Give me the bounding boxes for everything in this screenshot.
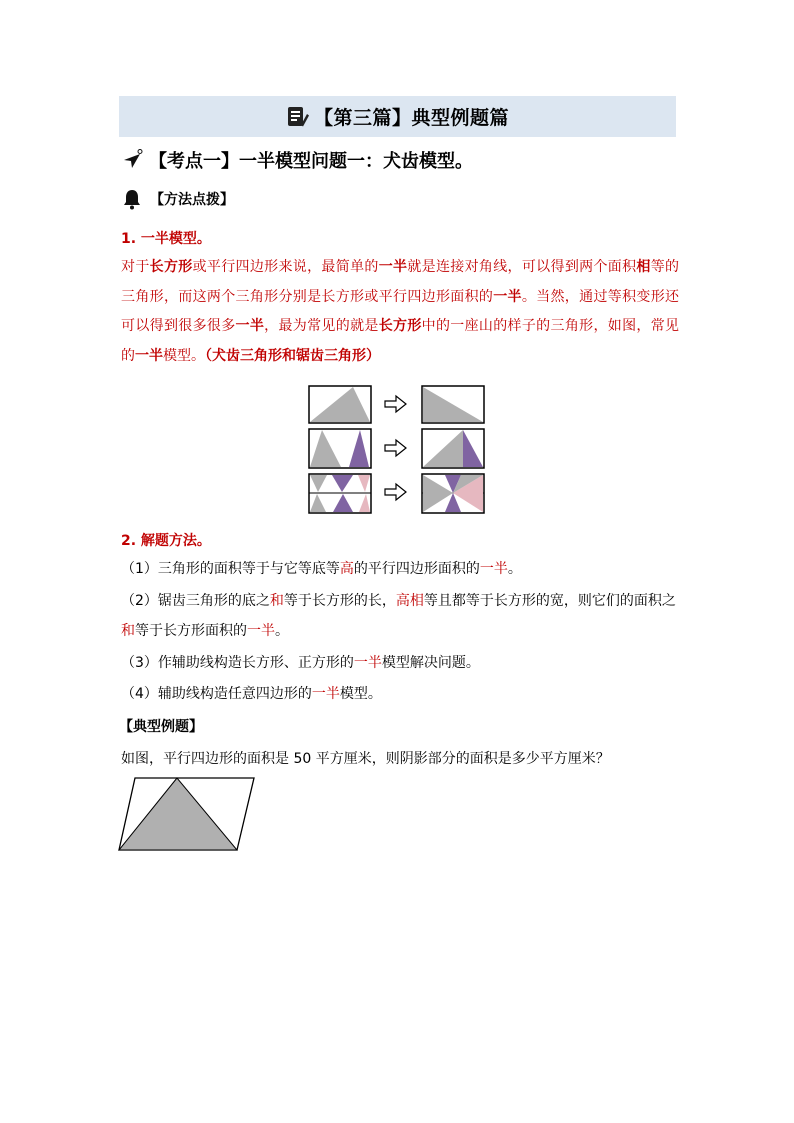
text-run: 长方形 [149, 259, 193, 275]
half-model-figure [305, 382, 490, 517]
section-banner [119, 96, 676, 137]
text-run: 一半 [378, 259, 408, 275]
navigation-arrow-icon [121, 149, 143, 171]
example-heading: 【典型例题】 [119, 719, 203, 735]
method-item-2 [121, 587, 679, 646]
text-run: 一半 [353, 655, 382, 671]
text-run: 对于 [121, 259, 150, 275]
right-arrow-icon [385, 484, 406, 500]
right-arrow-icon [385, 440, 406, 456]
text-run: 。当然，通过等积变形还可以得到很多很多 [121, 288, 680, 334]
method-item-3 [121, 649, 679, 679]
example-question: 如图，平行四边形的面积是 50 平方厘米，则阴影部分的面积是多少平方厘米？ [121, 751, 610, 767]
bell-icon [122, 188, 142, 210]
method-item-4 [121, 680, 679, 710]
text-run: （3）作辅助线构造长方形、正方形的 [121, 655, 354, 671]
note-edit-icon [286, 105, 310, 129]
kaodian-heading [121, 147, 473, 173]
parallelogram-figure [117, 775, 257, 853]
text-run: 和 [269, 593, 284, 609]
text-run: 一半 [311, 686, 340, 702]
text-run: 一半 [235, 318, 265, 334]
text-run: 和 [121, 622, 135, 639]
text-run: 高 [339, 561, 354, 577]
intro-paragraph [121, 253, 679, 371]
banner-title: 【第三篇】典型例题篇 [313, 107, 509, 129]
text-run: 的平行四边形面积的 [353, 561, 480, 577]
text-run: 等且都等于长方形的宽，则它们的面积之 [423, 593, 676, 609]
text-run: 模型。 [163, 347, 205, 364]
method-heading [122, 188, 234, 210]
text-run: （犬齿三角形和锯齿三角形） [205, 347, 380, 364]
text-run: 或平行四边形来说，最简单的 [192, 259, 379, 275]
kaodian-title: 【考点一】一半模型问题一：犬齿模型。 [149, 151, 473, 172]
text-run: （4）辅助线构造任意四边形的 [121, 686, 312, 702]
text-run: 等于长方形面积的 [135, 622, 247, 639]
text-run: 模型。 [339, 686, 382, 702]
section2-heading: 2. 解题方法。 [121, 533, 211, 549]
text-run: 等于长方形的长， [283, 593, 396, 609]
method-item-1 [121, 555, 679, 585]
text-run: （1）三角形的面积等于与它等底等 [121, 561, 340, 577]
text-run: 就是连接对角线，可以得到两个面积 [407, 259, 637, 275]
text-run: 一半 [135, 347, 163, 364]
text-run: 。 [275, 622, 289, 639]
text-run: 长方形 [378, 318, 422, 334]
text-run: 一半 [479, 561, 508, 577]
text-run: 一半 [247, 622, 275, 639]
section1-heading: 1. 一半模型。 [121, 231, 211, 247]
text-run: 模型解决问题。 [381, 655, 480, 671]
text-run: 相 [636, 259, 651, 275]
method-title: 【方法点拨】 [150, 192, 234, 208]
text-run: ，最为常见的就是 [264, 318, 379, 334]
text-run: 。 [507, 561, 522, 577]
text-run: （2）锯齿三角形的底之 [121, 593, 270, 609]
right-arrow-icon [385, 396, 406, 412]
text-run: 高相 [395, 593, 424, 609]
text-run: 一半 [493, 288, 522, 305]
text-run: 中的一座山的样子的三角形，如图，常见的 [121, 318, 680, 364]
text-run: 等的三角形，而这两个三角形分别是长方形或平行四边形面积的 [121, 259, 680, 305]
